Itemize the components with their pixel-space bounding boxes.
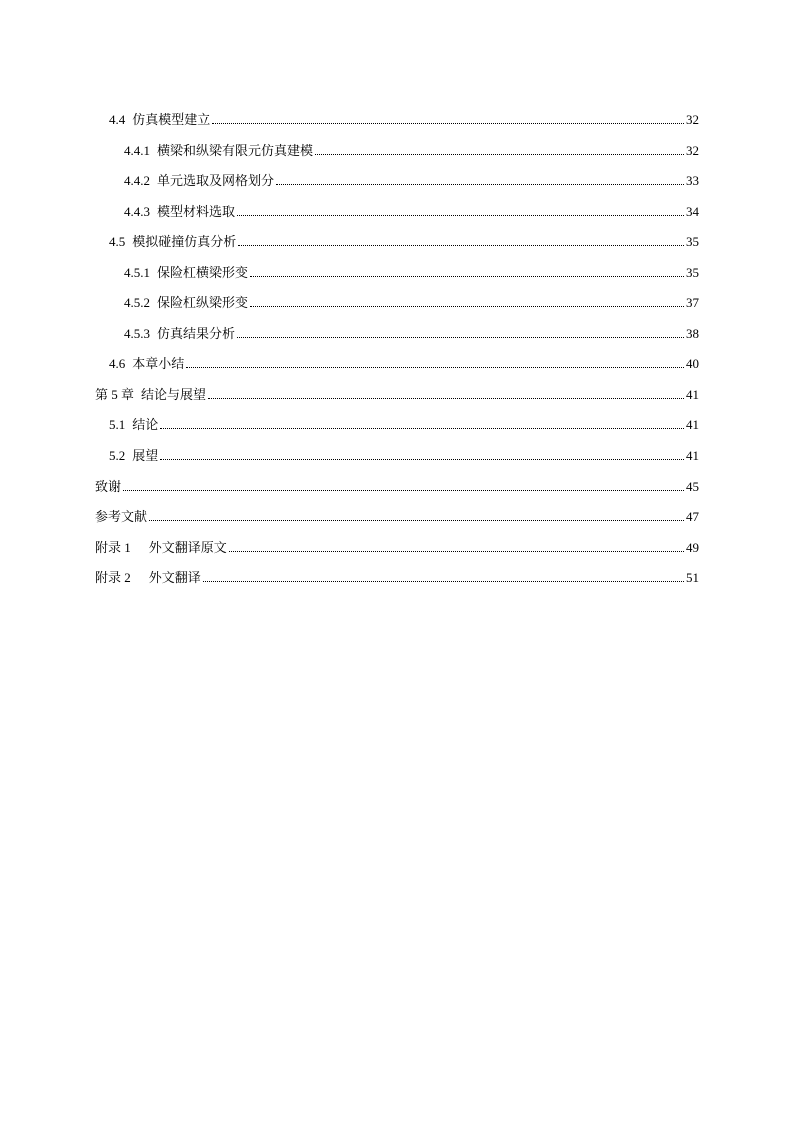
toc-entry[interactable] xyxy=(124,200,699,220)
toc-entry-title: 结论 xyxy=(132,417,159,432)
toc-entry-label xyxy=(124,204,235,220)
toc-entry-page: 40 xyxy=(686,356,699,371)
toc-entry[interactable] xyxy=(109,108,699,128)
toc-entry-number: 附录 1 xyxy=(95,540,131,555)
toc-entry-label xyxy=(109,234,236,250)
toc-entry-title: 单元选取及网格划分 xyxy=(157,173,275,188)
toc-entry[interactable] xyxy=(109,352,699,372)
toc-entry-page: 32 xyxy=(686,143,699,158)
toc-dot-leader xyxy=(237,215,684,216)
toc-entry-number: 5.1 xyxy=(109,417,126,432)
toc-entry-label xyxy=(124,326,235,342)
toc-entry-title: 仿真模型建立 xyxy=(132,112,211,127)
toc-entry-title: 保险杠横梁形变 xyxy=(157,265,249,280)
toc-entry-title: 外文翻译原文 xyxy=(148,540,227,555)
toc-entry-page: 49 xyxy=(686,540,699,555)
toc-entry-number: 4.4 xyxy=(109,112,126,127)
toc-entry-label xyxy=(124,173,274,189)
toc-entry-number: 4.5.3 xyxy=(124,326,150,341)
toc-entry-label xyxy=(95,479,121,495)
toc-entry-number: 4.4.2 xyxy=(124,173,150,188)
toc-entry[interactable] xyxy=(109,444,699,464)
toc-entry-number: 4.4.3 xyxy=(124,204,150,219)
toc-entry-number: 4.4.1 xyxy=(124,143,150,158)
toc-dot-leader xyxy=(123,490,684,491)
toc-entry-title: 仿真结果分析 xyxy=(157,326,236,341)
toc-entry-title: 保险杠纵梁形变 xyxy=(157,295,249,310)
toc-dot-leader xyxy=(186,367,684,368)
toc-entry-page: 38 xyxy=(686,326,699,341)
toc-entry-title: 模拟碰撞仿真分析 xyxy=(132,234,237,249)
toc-dot-leader xyxy=(208,398,684,399)
toc-entry-label xyxy=(109,112,210,128)
toc-entry-number: 第 5 章 xyxy=(95,387,135,402)
toc-entry-title: 致谢 xyxy=(95,479,122,494)
toc-entry-label xyxy=(95,540,227,556)
toc-entry-label xyxy=(109,356,184,372)
toc-entry-title: 本章小结 xyxy=(132,356,185,371)
toc-entry-title: 横梁和纵梁有限元仿真建模 xyxy=(157,143,314,158)
toc-dot-leader xyxy=(160,428,684,429)
toc-entry-label xyxy=(95,509,147,525)
toc-entry-number: 4.5 xyxy=(109,234,126,249)
toc-dot-leader xyxy=(203,581,684,582)
toc-dot-leader xyxy=(212,123,684,124)
toc-dot-leader xyxy=(237,337,684,338)
toc-entry-title: 模型材料选取 xyxy=(157,204,236,219)
toc-entry-title: 外文翻译 xyxy=(148,570,201,585)
toc-entry[interactable] xyxy=(124,322,699,342)
toc-entry-page: 32 xyxy=(686,112,699,127)
toc-entry[interactable] xyxy=(124,291,699,311)
toc-entry-page: 41 xyxy=(686,417,699,432)
toc-dot-leader xyxy=(238,245,684,246)
toc-entry-page: 41 xyxy=(686,387,699,402)
toc-dot-leader xyxy=(250,306,684,307)
toc-entry-title: 结论与展望 xyxy=(141,387,207,402)
toc-entry-page: 51 xyxy=(686,570,699,585)
toc-entry-label xyxy=(109,448,158,464)
toc-entry-label xyxy=(124,143,313,159)
toc-entry[interactable] xyxy=(95,475,699,495)
toc-entry[interactable] xyxy=(109,413,699,433)
toc-entry-label xyxy=(124,295,248,311)
toc-entry-number: 4.6 xyxy=(109,356,126,371)
toc-dot-leader xyxy=(160,459,684,460)
toc-entry-label xyxy=(95,570,201,586)
toc-entry-page: 41 xyxy=(686,448,699,463)
toc-entry-number: 5.2 xyxy=(109,448,126,463)
toc-dot-leader xyxy=(149,520,684,521)
toc-entry-label xyxy=(95,387,206,403)
toc-entry[interactable] xyxy=(109,230,699,250)
toc-entry-page: 34 xyxy=(686,204,699,219)
toc-entry-title: 参考文献 xyxy=(95,509,148,524)
toc-entry-page: 37 xyxy=(686,295,699,310)
toc-entry-page: 45 xyxy=(686,479,699,494)
toc-dot-leader xyxy=(276,184,684,185)
toc-entry-label xyxy=(124,265,248,281)
toc-entry-number: 4.5.1 xyxy=(124,265,150,280)
toc-entry-page: 47 xyxy=(686,509,699,524)
toc-entry[interactable] xyxy=(95,536,699,556)
toc-entry[interactable] xyxy=(95,505,699,525)
toc-dot-leader xyxy=(315,154,684,155)
toc-entry-title: 展望 xyxy=(132,448,159,463)
toc-entry[interactable] xyxy=(95,383,699,403)
toc-dot-leader xyxy=(229,551,684,552)
toc-entry-page: 35 xyxy=(686,234,699,249)
toc-entry-page: 33 xyxy=(686,173,699,188)
toc-entry[interactable] xyxy=(95,566,699,586)
toc-dot-leader xyxy=(250,276,684,277)
toc-entry-page: 35 xyxy=(686,265,699,280)
toc-entry[interactable] xyxy=(124,169,699,189)
toc-entry-number: 附录 2 xyxy=(95,570,131,585)
toc-entry-label xyxy=(109,417,158,433)
toc-entry[interactable] xyxy=(124,261,699,281)
toc-entry-number: 4.5.2 xyxy=(124,295,150,310)
toc-entry[interactable] xyxy=(124,139,699,159)
